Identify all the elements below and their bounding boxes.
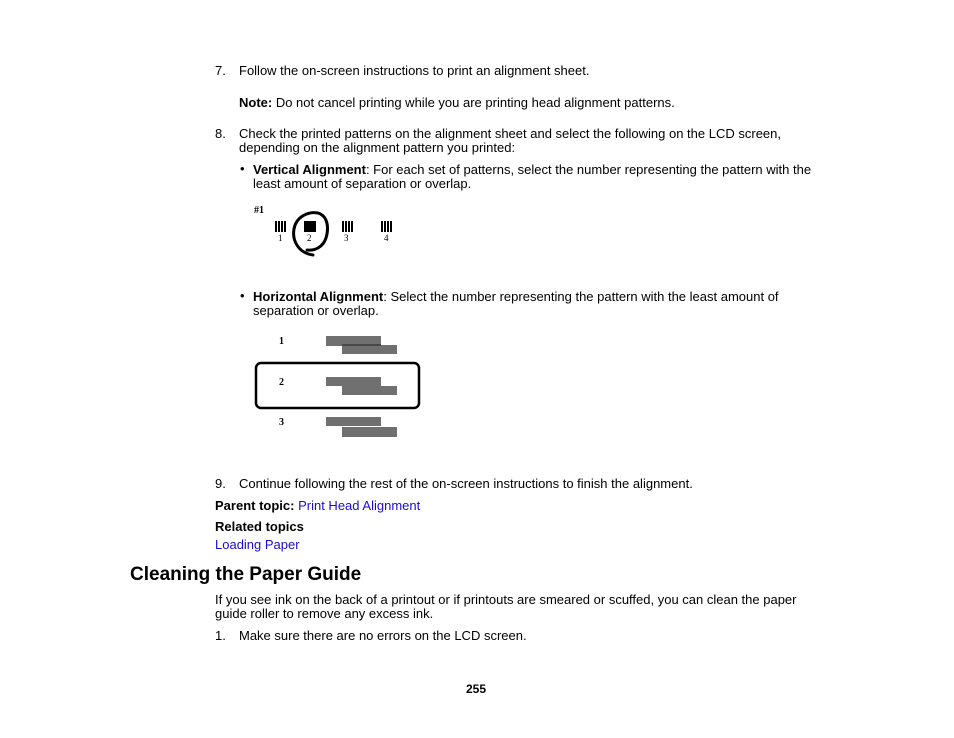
vertical-pattern-4 (381, 221, 392, 232)
horizontal-alignment-text: : Select the number representing the pattern with the least amount of (383, 289, 779, 304)
horizontal-alignment-line-1 (253, 289, 779, 304)
step-7-text: Follow the on-screen instructions to print an alignment sheet. (239, 63, 590, 78)
vertical-alignment-text: : For each set of patterns, select the number representing the pattern with the (365, 162, 812, 177)
related-topics-label: Related topics (215, 519, 304, 534)
step-9-text: Continue following the rest of the on-screen instructions to finish the alignment. (239, 476, 693, 491)
vertical-pattern-number-2: 2 (307, 233, 312, 243)
related-topic-link-loading-paper[interactable]: Loading Paper (215, 537, 300, 552)
vertical-alignment-line-2: least amount of separation or overlap. (253, 176, 472, 191)
vertical-pattern-3 (342, 221, 353, 232)
horizontal-pattern-1 (326, 336, 397, 354)
clean-step-1-text: Make sure there are no errors on the LCD screen. (239, 628, 527, 643)
vertical-alignment-line-1 (253, 162, 811, 177)
vertical-set-label: #1 (254, 205, 264, 216)
vertical-pattern-2 (304, 221, 316, 232)
section-intro-line-2: guide roller to remove any excess ink. (215, 606, 434, 621)
page-number: 255 (466, 682, 487, 696)
horizontal-alignment-figure (252, 330, 424, 442)
bullet-horizontal: • (240, 288, 245, 303)
section-intro-line-1: If you see ink on the back of a printout or if printouts are smeared or scuffed, you can clean the paper (215, 592, 797, 607)
horizontal-pattern-2 (326, 377, 397, 395)
step-9-number: 9. (215, 476, 226, 491)
horizontal-alignment-line-2: separation or overlap. (253, 303, 379, 318)
step-8-number: 8. (215, 126, 226, 141)
bullet-vertical: • (240, 161, 245, 176)
vertical-alignment-figure (250, 198, 410, 260)
vertical-pattern-number-1: 1 (278, 233, 283, 243)
parent-topic-link[interactable]: Print Head Alignment (298, 498, 421, 513)
horizontal-alignment-label: Horizontal Alignment (253, 289, 384, 304)
horizontal-row-number-1: 1 (279, 336, 284, 347)
horizontal-row-number-2: 2 (279, 377, 284, 388)
step-8-line-2: depending on the alignment pattern you printed: (239, 140, 516, 155)
note (239, 95, 675, 110)
vertical-alignment-label: Vertical Alignment (253, 162, 366, 177)
vertical-pattern-number-4: 4 (384, 233, 389, 243)
parent-topic (215, 498, 420, 513)
parent-topic-label: Parent topic: (215, 498, 295, 513)
step-8-line-1: Check the printed patterns on the alignment sheet and select the following on the LCD screen, (239, 126, 781, 141)
section-title: Cleaning the Paper Guide (130, 564, 362, 585)
clean-step-1-number: 1. (215, 628, 226, 643)
step-7-number: 7. (215, 63, 226, 78)
vertical-pattern-1 (275, 221, 286, 232)
horizontal-row-number-3: 3 (279, 417, 284, 428)
note-label: Note: (239, 95, 273, 110)
vertical-pattern-number-3: 3 (344, 233, 349, 243)
note-text: Do not cancel printing while you are printing head alignment patterns. (272, 95, 675, 110)
horizontal-pattern-3 (326, 417, 397, 437)
